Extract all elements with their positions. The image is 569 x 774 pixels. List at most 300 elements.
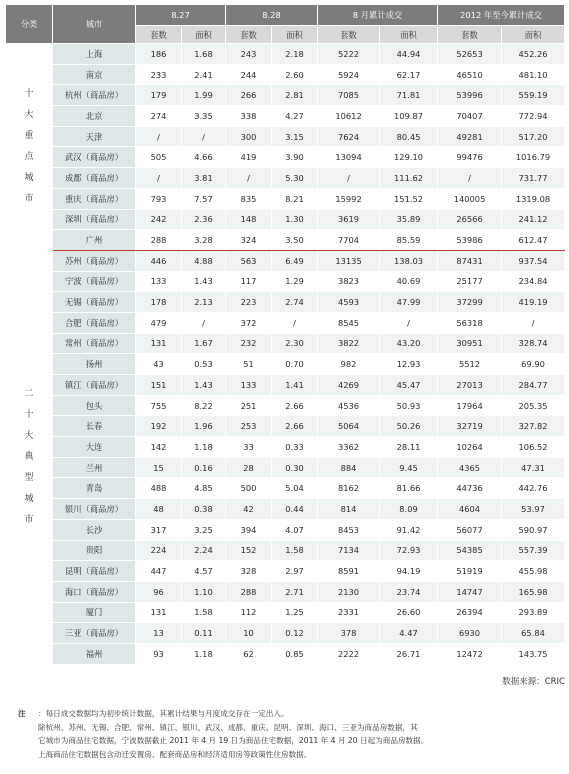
value-cell-uytd: 70407 bbox=[438, 106, 502, 127]
value-cell-a827: / bbox=[182, 312, 226, 333]
value-cell-aytd: 442.76 bbox=[502, 478, 565, 499]
value-cell-u828: 563 bbox=[226, 250, 272, 271]
value-cell-u827: 317 bbox=[136, 519, 182, 540]
value-cell-u827: 93 bbox=[136, 643, 182, 664]
group-label-char: 十 bbox=[24, 88, 34, 99]
value-cell-a828: 2.66 bbox=[272, 416, 318, 437]
value-cell-aaug: 94.19 bbox=[380, 561, 438, 582]
value-cell-a827: 3.28 bbox=[182, 230, 226, 251]
header-units: 套数 bbox=[226, 26, 272, 44]
value-cell-u827: 233 bbox=[136, 64, 182, 85]
value-cell-u827: 131 bbox=[136, 333, 182, 354]
value-cell-uytd: 32719 bbox=[438, 416, 502, 437]
value-cell-u827: 179 bbox=[136, 85, 182, 106]
table-row bbox=[6, 478, 565, 499]
group-label-char: 十 bbox=[24, 409, 34, 420]
table-row bbox=[6, 416, 565, 437]
value-cell-u828: / bbox=[226, 168, 272, 189]
value-cell-uaug: 7624 bbox=[318, 126, 380, 147]
table-row bbox=[6, 375, 565, 396]
value-cell-a827: 4.88 bbox=[182, 250, 226, 271]
value-cell-u828: 62 bbox=[226, 643, 272, 664]
table-row bbox=[6, 106, 565, 127]
value-cell-uaug: 3362 bbox=[318, 437, 380, 458]
city-cell: 青岛 bbox=[53, 478, 136, 499]
table-row bbox=[6, 540, 565, 561]
group-label-char: 市 bbox=[24, 193, 34, 204]
city-cell: 南京 bbox=[53, 64, 136, 85]
value-cell-uaug: 8591 bbox=[318, 561, 380, 582]
city-cell: 三亚（商品房） bbox=[53, 623, 136, 644]
value-cell-uaug: 3823 bbox=[318, 271, 380, 292]
value-cell-aytd: 293.89 bbox=[502, 602, 565, 623]
value-cell-aaug: 44.94 bbox=[380, 44, 438, 65]
value-cell-a828: 3.50 bbox=[272, 230, 318, 251]
value-cell-aaug: 47.99 bbox=[380, 292, 438, 313]
value-cell-a827: 3.81 bbox=[182, 168, 226, 189]
table-row bbox=[6, 354, 565, 375]
value-cell-a827: 1.18 bbox=[182, 437, 226, 458]
value-cell-u827: 142 bbox=[136, 437, 182, 458]
value-cell-u827: 488 bbox=[136, 478, 182, 499]
city-cell: 包头 bbox=[53, 395, 136, 416]
table-row bbox=[6, 147, 565, 168]
value-cell-u827: 242 bbox=[136, 209, 182, 230]
value-cell-aaug: 35.89 bbox=[380, 209, 438, 230]
city-cell: 昆明（商品房） bbox=[53, 561, 136, 582]
value-cell-a828: 5.30 bbox=[272, 168, 318, 189]
city-cell: 上海 bbox=[53, 44, 136, 65]
value-cell-aytd: 612.47 bbox=[502, 230, 565, 251]
value-cell-a828: 4.27 bbox=[272, 106, 318, 127]
table-row bbox=[6, 561, 565, 582]
value-cell-u827: / bbox=[136, 126, 182, 147]
value-cell-aaug: 45.47 bbox=[380, 375, 438, 396]
value-cell-u828: 232 bbox=[226, 333, 272, 354]
value-cell-uytd: 99476 bbox=[438, 147, 502, 168]
value-cell-uaug: 2222 bbox=[318, 643, 380, 664]
value-cell-u827: 793 bbox=[136, 188, 182, 209]
value-cell-aaug: 91.42 bbox=[380, 519, 438, 540]
value-cell-uaug: 7085 bbox=[318, 85, 380, 106]
city-cell: 成都（商品房） bbox=[53, 168, 136, 189]
value-cell-uaug: 4593 bbox=[318, 292, 380, 313]
value-cell-uaug: 3619 bbox=[318, 209, 380, 230]
value-cell-aaug: 28.11 bbox=[380, 437, 438, 458]
value-cell-a827: 1.10 bbox=[182, 581, 226, 602]
header-units: 套数 bbox=[136, 26, 182, 44]
value-cell-uytd: 46510 bbox=[438, 64, 502, 85]
table-row bbox=[6, 271, 565, 292]
value-cell-u828: 338 bbox=[226, 106, 272, 127]
table-header bbox=[6, 5, 565, 44]
table-row bbox=[6, 230, 565, 251]
value-cell-a828: 1.58 bbox=[272, 540, 318, 561]
value-cell-aaug: 50.26 bbox=[380, 416, 438, 437]
value-cell-u828: 835 bbox=[226, 188, 272, 209]
value-cell-uaug: 5222 bbox=[318, 44, 380, 65]
value-cell-a827: / bbox=[182, 126, 226, 147]
value-cell-u828: 33 bbox=[226, 437, 272, 458]
value-cell-u828: 133 bbox=[226, 375, 272, 396]
value-cell-aytd: 517.20 bbox=[502, 126, 565, 147]
notes-block bbox=[18, 707, 553, 761]
value-cell-a828: 3.90 bbox=[272, 147, 318, 168]
value-cell-u827: 274 bbox=[136, 106, 182, 127]
value-cell-aaug: 43.20 bbox=[380, 333, 438, 354]
value-cell-a828: / bbox=[272, 312, 318, 333]
note-line: 除杭州、苏州、无锡、合肥、常州、镇江、银川、武汉、成都、重庆、昆明、深圳、海口、三亚为商品房数据，其 bbox=[38, 722, 418, 732]
value-cell-uytd: 87431 bbox=[438, 250, 502, 271]
table-row bbox=[6, 333, 565, 354]
value-cell-aytd: / bbox=[502, 312, 565, 333]
value-cell-aaug: 71.81 bbox=[380, 85, 438, 106]
value-cell-aaug: 23.74 bbox=[380, 581, 438, 602]
value-cell-u828: 251 bbox=[226, 395, 272, 416]
value-cell-a828: 2.66 bbox=[272, 395, 318, 416]
header-area: 面积 bbox=[182, 26, 226, 44]
value-cell-a828: 1.30 bbox=[272, 209, 318, 230]
value-cell-a828: 4.07 bbox=[272, 519, 318, 540]
city-cell: 镇江（商品房） bbox=[53, 375, 136, 396]
group-label-char: 典 bbox=[24, 451, 34, 462]
table-row bbox=[6, 44, 565, 65]
group-label-char: 市 bbox=[24, 514, 34, 525]
value-cell-a828: 1.29 bbox=[272, 271, 318, 292]
value-cell-u828: 10 bbox=[226, 623, 272, 644]
value-cell-a827: 1.43 bbox=[182, 271, 226, 292]
value-cell-uaug: 378 bbox=[318, 623, 380, 644]
value-cell-uaug: 10612 bbox=[318, 106, 380, 127]
value-cell-aytd: 53.97 bbox=[502, 499, 565, 520]
value-cell-uaug: 7134 bbox=[318, 540, 380, 561]
city-cell: 厦门 bbox=[53, 602, 136, 623]
value-cell-u827: 151 bbox=[136, 375, 182, 396]
table-row bbox=[6, 126, 565, 147]
header-ytd-cumulative: 2012 年至今累计成交 bbox=[438, 5, 565, 26]
value-cell-u827: 479 bbox=[136, 312, 182, 333]
value-cell-uytd: 44736 bbox=[438, 478, 502, 499]
value-cell-aytd: 481.10 bbox=[502, 64, 565, 85]
value-cell-aaug: 8.09 bbox=[380, 499, 438, 520]
value-cell-u828: 152 bbox=[226, 540, 272, 561]
value-cell-uaug: 814 bbox=[318, 499, 380, 520]
notes-label: 注 bbox=[18, 709, 26, 718]
group-label-char: 大 bbox=[24, 430, 34, 441]
value-cell-a827: 0.38 bbox=[182, 499, 226, 520]
value-cell-aytd: 1016.79 bbox=[502, 147, 565, 168]
table-row bbox=[6, 312, 565, 333]
value-cell-a828: 0.12 bbox=[272, 623, 318, 644]
value-cell-uytd: 56318 bbox=[438, 312, 502, 333]
city-cell: 武汉（商品房） bbox=[53, 147, 136, 168]
value-cell-aytd: 143.75 bbox=[502, 643, 565, 664]
value-cell-uytd: 54385 bbox=[438, 540, 502, 561]
value-cell-u828: 42 bbox=[226, 499, 272, 520]
value-cell-uaug: 5924 bbox=[318, 64, 380, 85]
value-cell-u827: / bbox=[136, 168, 182, 189]
value-cell-a827: 2.13 bbox=[182, 292, 226, 313]
value-cell-aaug: 80.45 bbox=[380, 126, 438, 147]
header-area: 面积 bbox=[502, 26, 565, 44]
value-cell-uytd: 12472 bbox=[438, 643, 502, 664]
value-cell-u827: 15 bbox=[136, 457, 182, 478]
value-cell-aytd: 47.31 bbox=[502, 457, 565, 478]
value-cell-aaug: / bbox=[380, 312, 438, 333]
table-row bbox=[6, 581, 565, 602]
value-cell-u827: 178 bbox=[136, 292, 182, 313]
table-row bbox=[6, 602, 565, 623]
city-cell: 长春 bbox=[53, 416, 136, 437]
value-cell-uytd: 4365 bbox=[438, 457, 502, 478]
value-cell-uytd: 51919 bbox=[438, 561, 502, 582]
value-cell-a828: 2.97 bbox=[272, 561, 318, 582]
header-category: 分类 bbox=[6, 5, 53, 44]
value-cell-uaug: 8545 bbox=[318, 312, 380, 333]
value-cell-uaug: 2331 bbox=[318, 602, 380, 623]
value-cell-aytd: 205.35 bbox=[502, 395, 565, 416]
value-cell-a827: 2.41 bbox=[182, 64, 226, 85]
city-cell: 扬州 bbox=[53, 354, 136, 375]
city-cell: 北京 bbox=[53, 106, 136, 127]
table-row bbox=[6, 250, 565, 271]
city-cell: 常州（商品房） bbox=[53, 333, 136, 354]
value-cell-a828: 0.70 bbox=[272, 354, 318, 375]
value-cell-uaug: 3822 bbox=[318, 333, 380, 354]
value-cell-aaug: 85.59 bbox=[380, 230, 438, 251]
value-cell-u828: 394 bbox=[226, 519, 272, 540]
value-cell-uaug: 13094 bbox=[318, 147, 380, 168]
value-cell-aytd: 455.98 bbox=[502, 561, 565, 582]
value-cell-aaug: 50.93 bbox=[380, 395, 438, 416]
value-cell-a827: 1.43 bbox=[182, 375, 226, 396]
table-row bbox=[6, 643, 565, 664]
note-line: 上海商品住宅数据包含动迁安置房、配套商品房和经济适用房等政策性住房数据。 bbox=[38, 749, 312, 759]
value-cell-u828: 223 bbox=[226, 292, 272, 313]
value-cell-u827: 755 bbox=[136, 395, 182, 416]
city-cell: 合肥（商品房） bbox=[53, 312, 136, 333]
table-row bbox=[6, 519, 565, 540]
value-cell-u828: 419 bbox=[226, 147, 272, 168]
table-row bbox=[6, 85, 565, 106]
header-area: 面积 bbox=[380, 26, 438, 44]
value-cell-u828: 28 bbox=[226, 457, 272, 478]
value-cell-aaug: 138.03 bbox=[380, 250, 438, 271]
value-cell-u827: 447 bbox=[136, 561, 182, 582]
value-cell-a827: 1.67 bbox=[182, 333, 226, 354]
value-cell-a827: 7.57 bbox=[182, 188, 226, 209]
value-cell-a827: 2.36 bbox=[182, 209, 226, 230]
value-cell-aytd: 241.12 bbox=[502, 209, 565, 230]
value-cell-uytd: 5512 bbox=[438, 354, 502, 375]
header-date-828: 8.28 bbox=[226, 5, 318, 26]
value-cell-u827: 288 bbox=[136, 230, 182, 251]
group-label bbox=[6, 44, 53, 251]
value-cell-aytd: 772.94 bbox=[502, 106, 565, 127]
value-cell-uytd: 26566 bbox=[438, 209, 502, 230]
value-cell-aaug: 129.10 bbox=[380, 147, 438, 168]
report-container bbox=[5, 4, 564, 665]
table-row bbox=[6, 168, 565, 189]
value-cell-u828: 51 bbox=[226, 354, 272, 375]
value-cell-uaug: 4536 bbox=[318, 395, 380, 416]
city-cell: 苏州（商品房） bbox=[53, 250, 136, 271]
value-cell-u828: 266 bbox=[226, 85, 272, 106]
value-cell-aytd: 165.98 bbox=[502, 581, 565, 602]
table-row bbox=[6, 64, 565, 85]
header-august-cumulative: 8 月累计成交 bbox=[318, 5, 438, 26]
value-cell-u827: 186 bbox=[136, 44, 182, 65]
value-cell-u828: 500 bbox=[226, 478, 272, 499]
group-label-char: 型 bbox=[24, 472, 34, 483]
table-row bbox=[6, 457, 565, 478]
value-cell-aytd: 328.74 bbox=[502, 333, 565, 354]
value-cell-a828: 6.49 bbox=[272, 250, 318, 271]
table-row bbox=[6, 209, 565, 230]
city-cell: 天津 bbox=[53, 126, 136, 147]
value-cell-a827: 1.58 bbox=[182, 602, 226, 623]
value-cell-a828: 1.25 bbox=[272, 602, 318, 623]
value-cell-a827: 3.35 bbox=[182, 106, 226, 127]
group-label-char: 点 bbox=[24, 151, 34, 162]
value-cell-uaug: 15992 bbox=[318, 188, 380, 209]
value-cell-aytd: 284.77 bbox=[502, 375, 565, 396]
value-cell-u828: 117 bbox=[226, 271, 272, 292]
value-cell-aaug: 81.66 bbox=[380, 478, 438, 499]
city-cell: 宁波（商品房） bbox=[53, 271, 136, 292]
value-cell-uytd: 140005 bbox=[438, 188, 502, 209]
data-source: 数据来源：CRIC bbox=[502, 677, 565, 687]
value-cell-u828: 148 bbox=[226, 209, 272, 230]
value-cell-a827: 4.57 bbox=[182, 561, 226, 582]
value-cell-aytd: 69.90 bbox=[502, 354, 565, 375]
table-row bbox=[6, 499, 565, 520]
city-cell: 兰州 bbox=[53, 457, 136, 478]
value-cell-uytd: 6930 bbox=[438, 623, 502, 644]
value-cell-uytd: 53986 bbox=[438, 230, 502, 251]
value-cell-uaug: / bbox=[318, 168, 380, 189]
value-cell-a828: 8.21 bbox=[272, 188, 318, 209]
value-cell-u828: 300 bbox=[226, 126, 272, 147]
city-cell: 大连 bbox=[53, 437, 136, 458]
city-cell: 长沙 bbox=[53, 519, 136, 540]
value-cell-aytd: 419.19 bbox=[502, 292, 565, 313]
value-cell-u827: 505 bbox=[136, 147, 182, 168]
group-label bbox=[6, 250, 53, 664]
value-cell-u828: 244 bbox=[226, 64, 272, 85]
value-cell-a827: 2.24 bbox=[182, 540, 226, 561]
value-cell-aaug: 72.93 bbox=[380, 540, 438, 561]
value-cell-uytd: 17964 bbox=[438, 395, 502, 416]
value-cell-aytd: 1319.08 bbox=[502, 188, 565, 209]
city-cell: 重庆（商品房） bbox=[53, 188, 136, 209]
city-cell: 福州 bbox=[53, 643, 136, 664]
value-cell-a827: 4.85 bbox=[182, 478, 226, 499]
city-cell: 杭州（商品房） bbox=[53, 85, 136, 106]
value-cell-a828: 2.60 bbox=[272, 64, 318, 85]
value-cell-aytd: 106.52 bbox=[502, 437, 565, 458]
value-cell-u827: 133 bbox=[136, 271, 182, 292]
group-label-char: 重 bbox=[24, 130, 34, 141]
table-row bbox=[6, 395, 565, 416]
value-cell-aaug: 111.62 bbox=[380, 168, 438, 189]
value-cell-uaug: 2130 bbox=[318, 581, 380, 602]
header-units: 套数 bbox=[318, 26, 380, 44]
group-label-char: 大 bbox=[24, 109, 34, 120]
value-cell-uytd: 52653 bbox=[438, 44, 502, 65]
value-cell-a827: 8.22 bbox=[182, 395, 226, 416]
value-cell-uytd: / bbox=[438, 168, 502, 189]
value-cell-uytd: 25177 bbox=[438, 271, 502, 292]
value-cell-u828: 243 bbox=[226, 44, 272, 65]
table-row bbox=[6, 188, 565, 209]
value-cell-u827: 192 bbox=[136, 416, 182, 437]
value-cell-u828: 112 bbox=[226, 602, 272, 623]
value-cell-aaug: 40.69 bbox=[380, 271, 438, 292]
value-cell-a827: 1.99 bbox=[182, 85, 226, 106]
value-cell-u828: 328 bbox=[226, 561, 272, 582]
value-cell-aytd: 557.39 bbox=[502, 540, 565, 561]
value-cell-a828: 2.30 bbox=[272, 333, 318, 354]
value-cell-uytd: 10264 bbox=[438, 437, 502, 458]
value-cell-uaug: 884 bbox=[318, 457, 380, 478]
value-cell-uytd: 53996 bbox=[438, 85, 502, 106]
value-cell-a828: 0.33 bbox=[272, 437, 318, 458]
transaction-table bbox=[5, 4, 565, 665]
group-label-char: 城 bbox=[24, 172, 34, 183]
value-cell-u827: 48 bbox=[136, 499, 182, 520]
value-cell-aytd: 559.19 bbox=[502, 85, 565, 106]
value-cell-u828: 372 bbox=[226, 312, 272, 333]
table-row bbox=[6, 623, 565, 644]
value-cell-uytd: 26394 bbox=[438, 602, 502, 623]
value-cell-u828: 324 bbox=[226, 230, 272, 251]
group-label-char: 二 bbox=[24, 388, 34, 399]
value-cell-aytd: 590.97 bbox=[502, 519, 565, 540]
value-cell-a828: 2.71 bbox=[272, 581, 318, 602]
city-cell: 海口（商品房） bbox=[53, 581, 136, 602]
note-line: ：每日成交数据均为初步统计数据，其累计结果与月度成交存在一定出入。 bbox=[38, 709, 289, 718]
value-cell-a827: 0.53 bbox=[182, 354, 226, 375]
value-cell-uaug: 982 bbox=[318, 354, 380, 375]
city-cell: 无锡（商品房） bbox=[53, 292, 136, 313]
value-cell-a828: 2.81 bbox=[272, 85, 318, 106]
value-cell-a828: 5.04 bbox=[272, 478, 318, 499]
city-cell: 深圳（商品房） bbox=[53, 209, 136, 230]
value-cell-uaug: 5064 bbox=[318, 416, 380, 437]
group-label-char: 城 bbox=[24, 493, 34, 504]
value-cell-uytd: 37299 bbox=[438, 292, 502, 313]
value-cell-uaug: 4269 bbox=[318, 375, 380, 396]
value-cell-u827: 13 bbox=[136, 623, 182, 644]
value-cell-uytd: 30951 bbox=[438, 333, 502, 354]
value-cell-u828: 288 bbox=[226, 581, 272, 602]
value-cell-a828: 0.30 bbox=[272, 457, 318, 478]
header-units: 套数 bbox=[438, 26, 502, 44]
value-cell-uaug: 13135 bbox=[318, 250, 380, 271]
table-row bbox=[6, 292, 565, 313]
value-cell-aaug: 12.93 bbox=[380, 354, 438, 375]
value-cell-aaug: 62.17 bbox=[380, 64, 438, 85]
value-cell-aytd: 327.82 bbox=[502, 416, 565, 437]
city-cell: 贵阳 bbox=[53, 540, 136, 561]
value-cell-a827: 3.25 bbox=[182, 519, 226, 540]
value-cell-aytd: 65.84 bbox=[502, 623, 565, 644]
header-area: 面积 bbox=[272, 26, 318, 44]
value-cell-aaug: 109.87 bbox=[380, 106, 438, 127]
value-cell-u827: 131 bbox=[136, 602, 182, 623]
value-cell-aaug: 4.47 bbox=[380, 623, 438, 644]
